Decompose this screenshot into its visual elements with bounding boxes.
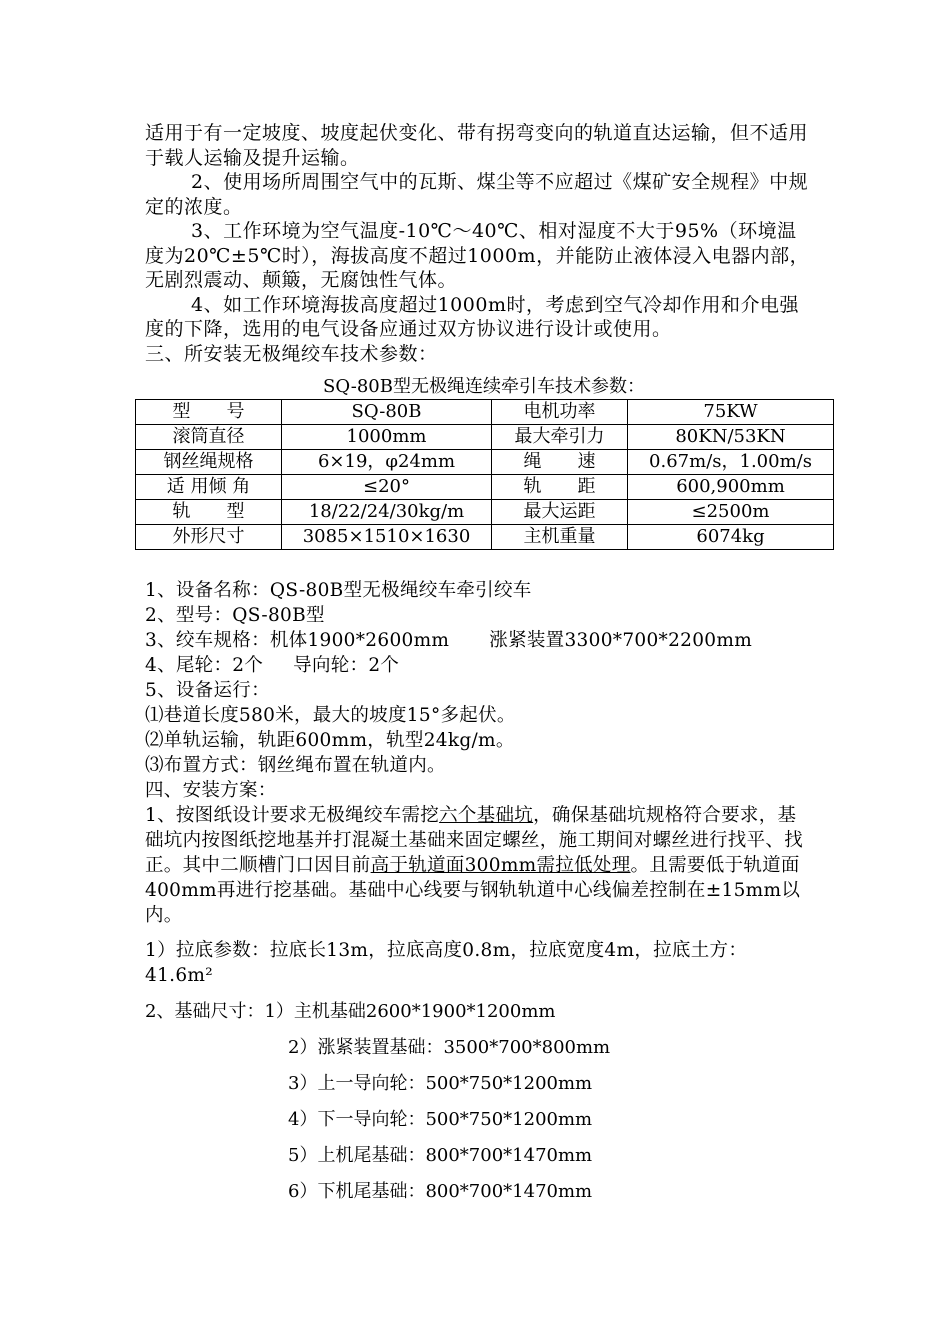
tail-wheels: 4、尾轮：2个 [145, 655, 264, 676]
section-3-heading: 三、所安装无极绳绞车技术参数： [145, 342, 438, 365]
table-row [136, 525, 834, 550]
operation-item-2: ⑵单轨运输，轨距600mm，轨型24kg/m。 [145, 730, 515, 751]
spec-tension: 涨紧装置3300*700*2200mm [489, 630, 753, 651]
intro-paragraph: 适用于有一定坡度、坡度起伏变化、带有拐弯变向的轨道直达运输，但不适用于载人运输及提升运输。 [145, 122, 809, 169]
table-cell: 600,900mm [628, 475, 834, 500]
section-4-heading: 四、安装方案： [145, 780, 277, 801]
table-cell: 18/22/24/30kg/m [282, 500, 492, 525]
plan-text: 。且需要低于轨道面400mm再进行挖基础。基础中心线要与钢轨轨道中心线偏差控制在±15mm以内。 [145, 855, 801, 926]
table-cell: 主机重量 [492, 525, 628, 550]
spec-body: 3、绞车规格：机体1900*2600mm [145, 630, 450, 651]
table-cell: 型 号 [136, 400, 282, 425]
equipment-wheels [145, 653, 810, 678]
table-cell: 适 用倾 角 [136, 475, 282, 500]
foundation-item: 5）上机尾基础：800*700*1470mm [288, 1145, 593, 1166]
plan-paragraph-1 [145, 803, 810, 928]
table-cell: 滚筒直径 [136, 425, 282, 450]
foundation-item: 1）主机基础2600*1900*1200mm [264, 1001, 556, 1022]
table-row [136, 425, 834, 450]
underlined-text: 六个基础坑 [439, 805, 534, 826]
plan-text: ，确保基础坑规格符合要求，基础坑内按图纸挖地基并打混凝土基础来固定螺丝，施工期间对螺丝进行找平、找正。其中二顺槽门口因目前 [145, 805, 804, 876]
table-row [136, 450, 834, 475]
table-cell: 钢丝绳规格 [136, 450, 282, 475]
spec-table [135, 399, 834, 550]
foundation-item: 3）上一导向轮：500*750*1200mm [288, 1073, 593, 1094]
equipment-section [145, 578, 810, 988]
table-cell: 3085×1510×1630 [282, 525, 492, 550]
table-cell: SQ-80B [282, 400, 492, 425]
table-cell: 电机功率 [492, 400, 628, 425]
plan-text: 1、按图纸设计要求无极绳绞车需挖 [145, 805, 440, 826]
table-cell: ≤2500m [628, 500, 834, 525]
requirement-item-3: 3、工作环境为空气温度-10℃～40℃、相对湿度不大于95%（环境温度为20℃±5℃时），海拔高度不超过1000m，并能防止液体浸入电器内部，无剧烈震动、颠簸，无腐蚀性气体。 [145, 220, 810, 291]
equipment-operation: 5、设备运行： [145, 680, 270, 701]
equipment-spec [145, 628, 810, 653]
plan-paragraph-2: 1）拉底参数：拉底长13m，拉底高度0.8m，拉底宽度4m，拉底土方：41.6m² [145, 940, 748, 986]
table-cell: 0.67m/s，1.00m/s [628, 450, 834, 475]
foundation-item: 4）下一导向轮：500*750*1200mm [288, 1109, 593, 1130]
equipment-model: 2、型号：QS-80B型 [145, 605, 325, 626]
requirement-item-4: 4、如工作环境海拔高度超过1000m时，考虑到空气冷却作用和介电强度的下降，选用的电气设备应通过双方协议进行设计或使用。 [145, 293, 799, 340]
intro-section [145, 121, 810, 366]
table-cell: 75KW [628, 400, 834, 425]
operation-item-3: ⑶布置方式：钢丝绳布置在轨道内。 [145, 755, 446, 776]
table-cell: 6074kg [628, 525, 834, 550]
table-title: SQ-80B型无极绳连续牵引车技术参数： [323, 376, 645, 397]
operation-item-1: ⑴巷道长度580米，最大的坡度15°多起伏。 [145, 705, 516, 726]
table-cell: 轨 型 [136, 500, 282, 525]
table-cell: 轨 距 [492, 475, 628, 500]
table-cell: 最大运距 [492, 500, 628, 525]
foundation-item: 2）涨紧装置基础：3500*700*800mm [288, 1037, 611, 1058]
foundation-section [145, 1000, 810, 1216]
table-cell: 最大牵引力 [492, 425, 628, 450]
table-cell: 6×19，φ24mm [282, 450, 492, 475]
table-cell: 外形尺寸 [136, 525, 282, 550]
table-cell: 绳 速 [492, 450, 628, 475]
table-cell: 1000mm [282, 425, 492, 450]
foundation-item: 6）下机尾基础：800*700*1470mm [288, 1181, 593, 1202]
underlined-text: 高于轨道面300mm需拉低处理 [370, 855, 631, 876]
table-row [136, 475, 834, 500]
requirement-item-2: 2、使用场所周围空气中的瓦斯、煤尘等不应超过《煤矿安全规程》中规定的浓度。 [145, 171, 809, 218]
foundation-lead: 2、基础尺寸： [145, 1001, 265, 1022]
table-row [136, 500, 834, 525]
table-row [136, 400, 834, 425]
equipment-name: 1、设备名称：QS-80B型无极绳绞车牵引绞车 [145, 580, 532, 601]
foundation-row [145, 1000, 810, 1036]
guide-wheels: 导向轮：2个 [293, 655, 400, 676]
table-cell: 80KN/53KN [628, 425, 834, 450]
table-cell: ≤20° [282, 475, 492, 500]
